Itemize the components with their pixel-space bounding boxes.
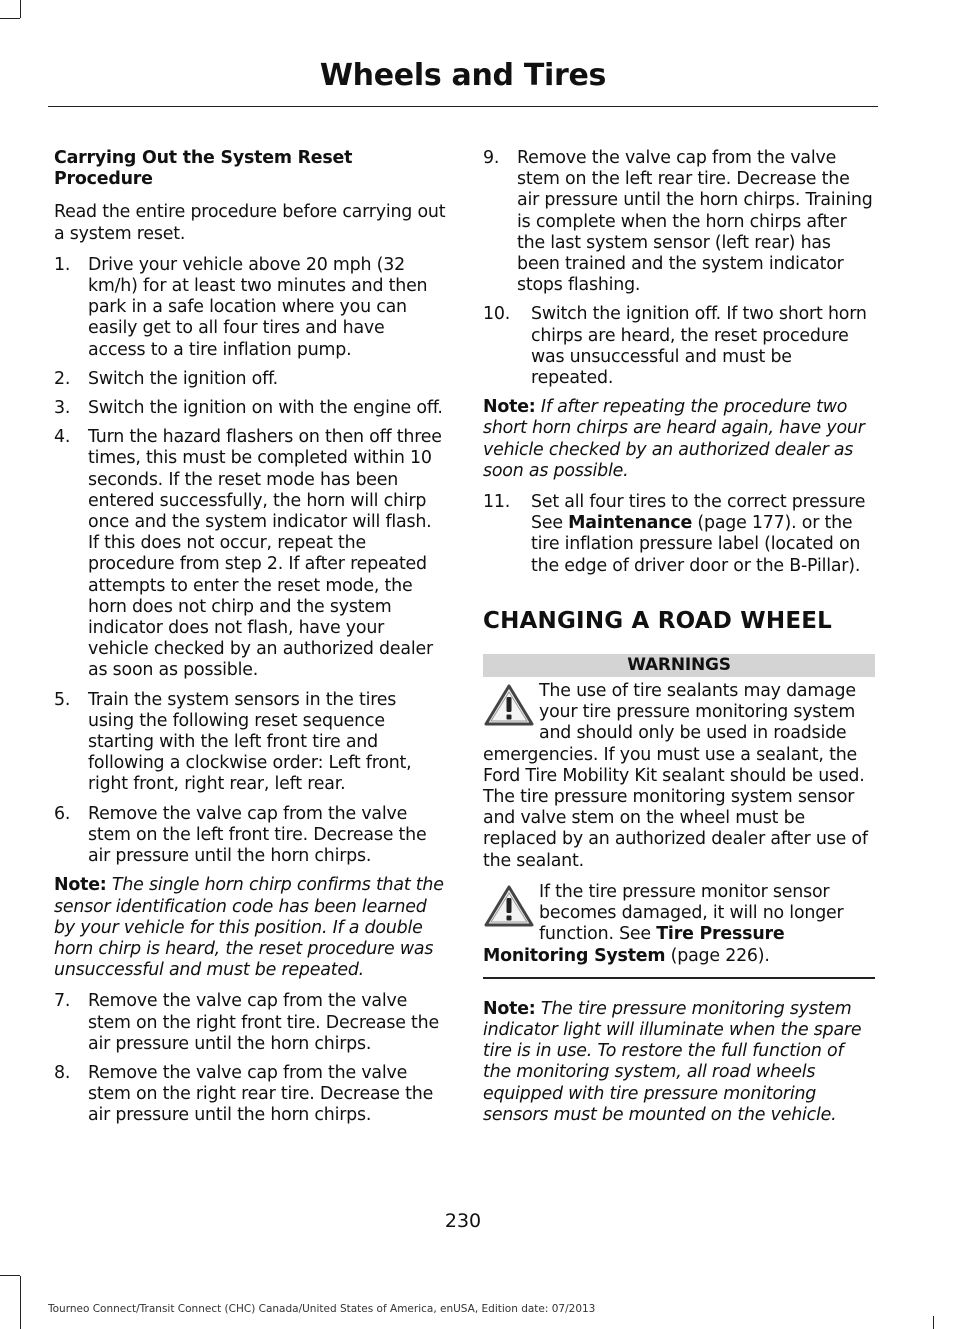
warning-triangle-icon (483, 884, 535, 928)
note: Note: If after repeating the procedure two short horn chirps are heard again, have your vehicle checked by an authorized dealer as soon as possible. (483, 397, 865, 481)
section-heading: CHANGING A ROAD WHEEL (483, 607, 832, 634)
list-item: 3. Switch the ignition on with the engine off. (54, 398, 443, 419)
warning-text: The use of tire sealants may damage your tire pressure monitoring system and should only be used in roadside emergencies. If you must use a sealant, the Ford Tire Mobility Kit sealant should be used. The tire pressure monitoring system sensor and valve stem on the wheel must be replaced by an authorized dealer after use of the sealant. (483, 681, 868, 871)
right-column (483, 148, 875, 1136)
intro-paragraph: Read the entire procedure before carrying out a system reset. (54, 202, 446, 244)
list-item: 7. Remove the valve cap from the valve stem on the right front tire. Decrease the air pressure until the horn chirps. (54, 991, 439, 1054)
section-subheading: Carrying Out the System Reset Procedure (54, 148, 353, 190)
warnings-header: WARNINGS (483, 654, 875, 677)
list-item: 9. Remove the valve cap from the valve stem on the left rear tire. Decrease the air pressure until the horn chirps. Training is complete when the horn chirps after the last system sensor (left rear) has been trained and the system indicator stops flashing. (483, 148, 873, 296)
list-item: 4. Turn the hazard flashers on then off three times, this must be completed within 10 seconds. If the reset mode has been entered successfully, the horn will chirp once and the system indicator will flash. If this does not occur, repeat the procedure from step 2. If after repeated attempts to enter the reset mode, the horn does not chirp and the system indicator does not flash, have your vehicle checked by an authorized dealer as soon as possible. (54, 427, 442, 681)
tpms-link[interactable]: Tire Pressure Monitoring System (483, 924, 785, 966)
warning-block: If the tire pressure monitor sensor becomes damaged, it will no longer function. See Tire Pressure Monitoring System (page 226). (483, 881, 844, 966)
list-item: 8. Remove the valve cap from the valve stem on the right rear tire. Decrease the air pressure until the horn chirps. (54, 1062, 434, 1126)
list-item: 6. Remove the valve cap from the valve stem on the left front tire. Decrease the air pressure until the horn chirps. (54, 803, 427, 867)
note: Note: The single horn chirp confirms that the sensor identification code has been learned by your vehicle for this position. If a double horn chirp is heard, the reset procedure was unsuccessful and must be repeated. (54, 875, 444, 981)
list-item: 11. Set all four tires to the correct pressure See Maintenance (page 177). or the tire inflation pressure label (located on the edge of driver door or the B-Pillar). (483, 492, 866, 576)
list-item: 10. Switch the ignition off. If two short horn chirps are heard, the reset procedure was unsuccessful and must be repeated. (483, 304, 867, 389)
warning-triangle-icon (483, 683, 535, 727)
title-rule (48, 106, 878, 107)
footer-text: Tourneo Connect/Transit Connect (CHC) Canada/United States of America, enUSA, Edition date: 07/2013 (48, 1303, 596, 1315)
left-column (54, 148, 446, 1135)
maintenance-link[interactable]: Maintenance (568, 513, 693, 534)
list-item: 2. Switch the ignition off. (54, 368, 279, 389)
crop-mark (0, 18, 20, 19)
crop-mark (20, 1276, 21, 1329)
page-number: 230 (444, 1210, 482, 1232)
list-item: 5. Train the system sensors in the tires using the following reset sequence starting with the left front tire and following a clockwise order: Left front, right front, right rear, left rear. (54, 689, 412, 795)
warning-block (483, 681, 875, 872)
crop-mark (933, 1316, 934, 1329)
crop-mark (20, 0, 21, 18)
warnings-divider (483, 977, 875, 979)
note: Note: The tire pressure monitoring system indicator light will illuminate when the spare tire is in use. To restore the full function of the monitoring system, all road wheels equipped with tire pressure monitoring sensors must be mounted on the vehicle. (483, 998, 862, 1125)
page-title: Wheels and Tires (319, 58, 607, 93)
list-item: 1. Drive your vehicle above 20 mph (32 km/h) for at least two minutes and then park in a safe location where you can easily get to all four tires and have access to a tire inflation pump. (54, 254, 428, 360)
crop-mark (0, 1275, 20, 1276)
